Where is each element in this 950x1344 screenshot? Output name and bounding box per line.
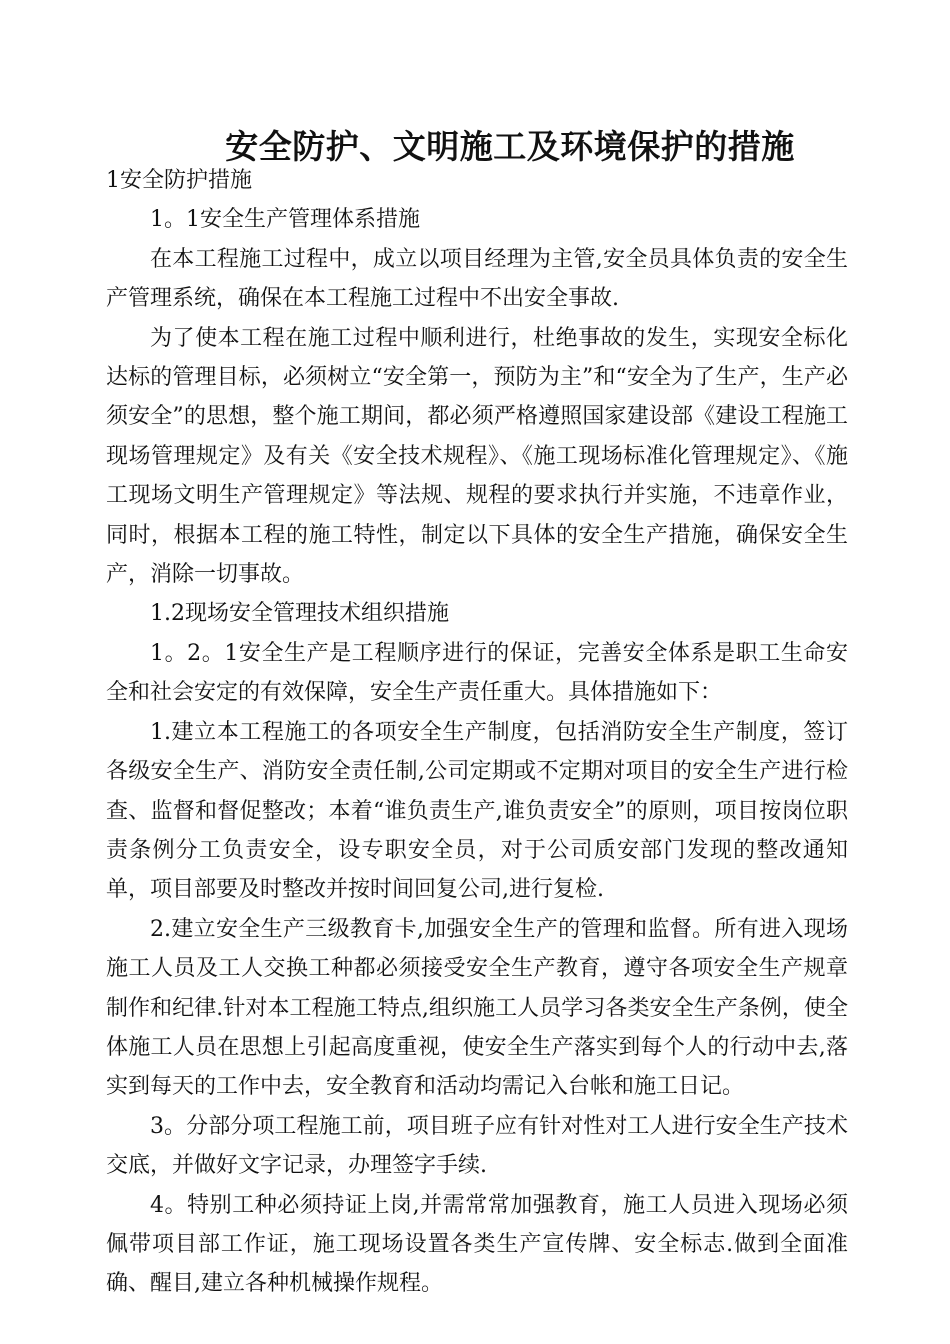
paragraph-1: 在本工程施工过程中，成立以项目经理为主管,安全员具体负责的安全生产管理系统，确保在本工程施工过程中不出安全事故. (106, 246, 848, 312)
section-heading-1-1: 1。1安全生产管理体系措施 (150, 207, 420, 233)
paragraph-2: 为了使本工程在施工过程中顺利进行，杜绝事故的发生，实现安全标化达标的管理目标，必须树立“安全第一，预防为主”和“安全为了生产，生产必须安全”的思想，整个施工期间，都必须严格遵照国家建设部《建设工程施工现场管理规定》及有关《安全技术规程》、《施工现场标准化管理规定》、《施工现场文明生产管理规定》等法规、规程的要求执行并实施，不违章作业，同时，根据本工程的施工特性，制定以下具体的安全生产措施，确保安全生产，消除一切事故。 (106, 325, 848, 588)
paragraph-3: 1。2。1安全生产是工程顺序进行的保证，完善安全体系是职工生命安全和社会安定的有效保障，安全生产责任重大。具体措施如下： (106, 640, 848, 706)
list-item-1: 1.建立本工程施工的各项安全生产制度，包括消防安全生产制度，签订各级安全生产、消防安全责任制,公司定期或不定期对项目的安全生产进行检查、监督和督促整改；本着“谁负责生产,谁负责安全”的原则，项目按岗位职责条例分工负责安全，设专职安全员，对于公司质安部门发现的整改通知单，项目部要及时整改并按时间回复公司,进行复检. (106, 719, 848, 903)
section-heading-1: 1安全防护措施 (106, 168, 252, 193)
document-body (106, 161, 848, 1304)
document-title: 安全防护、文明施工及环境保护的措施 (225, 127, 795, 167)
section-heading-1-2: 1.2现场安全管理技术组织措施 (150, 601, 449, 627)
list-item-4: 4。特别工种必须持证上岗,并需常常加强教育，施工人员进入现场必须佩带项目部工作证，施工现场设置各类生产宣传牌、安全标志.做到全面准确、醒目,建立各种机械操作规程。 (106, 1192, 848, 1297)
list-item-3: 3。分部分项工程施工前，项目班子应有针对性对工人进行安全生产技术交底，并做好文字记录，办理签字手续. (106, 1113, 848, 1179)
list-item-2: 2.建立安全生产三级教育卡,加强安全生产的管理和监督。所有进入现场施工人员及工人交换工种都必须接受安全生产教育，遵守各项安全生产规章制作和纪律.针对本工程施工特点,组织施工人员学习各类安全生产条例，使全体施工人员在思想上引起高度重视，使安全生产落实到每个人的行动中去,落实到每天的工作中去，安全教育和活动均需记入台帐和施工日记。 (106, 916, 848, 1100)
